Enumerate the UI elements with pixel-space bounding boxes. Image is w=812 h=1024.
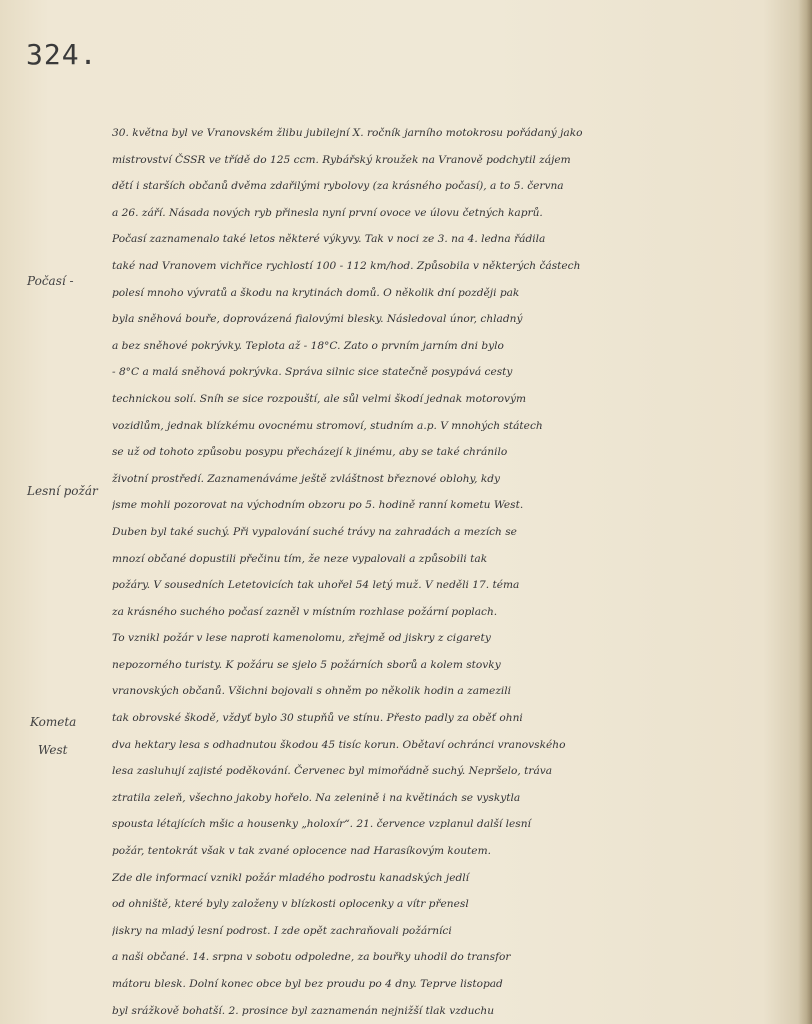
text-line: Zde dle informací vznikl požár mladého podrostu kanadských jedlí (112, 871, 470, 884)
handwritten-text-body (112, 120, 802, 1024)
text-line: dva hektary lesa s odhadnutou škodou 45 tisíc korun. Obětaví ochránci vranovského (112, 738, 566, 751)
text-line: od ohniště, které byly založeny v blízkosti oplocenky a vítr přenesl (112, 898, 469, 911)
margin-note-comet: Kometa (30, 715, 77, 729)
text-line: polesí mnoho vývratů a škodu na krytinách domů. O několik dní později pak (112, 286, 520, 299)
text-line: jsme mohli pozorovat na východním obzoru po 5. hodině ranní kometu West. (112, 499, 524, 512)
text-line: životní prostředí. Zaznamenáváme ještě zvláštnost březnové oblohy, kdy (112, 472, 501, 485)
text-line: jiskry na mladý lesní podrost. I zde opět zachraňovali požárníci (112, 924, 452, 937)
text-line: a naši občané. 14. srpna v sobotu odpoledne, za bouřky uhodil do transfor (112, 951, 511, 964)
text-line: vranovských občanů. Všichni bojovali s ohněm po několik hodin a zamezili (112, 685, 512, 698)
text-line: mátoru blesk. Dolní konec obce byl bez proudu po 4 dny. Teprve listopad (112, 978, 503, 990)
text-line: za krásného suchého počasí zazněl v místním rozhlase požární poplach. (112, 605, 498, 618)
text-line: požáry. V sousedních Letetovicích tak uhořel 54 letý muž. V neděli 17. téma (112, 579, 520, 592)
margin-note-forest-fire: Lesní požár (27, 484, 98, 498)
text-line: ztratila zeleň, všechno jakoby hořelo. Na zelenině i na květinách se vyskytla (112, 791, 521, 804)
margin-note-weather: Počasí - (27, 274, 74, 288)
text-line: byl srážkově bohatší. 2. prosince byl zaznamenán nejnižší tlak vzduchu (112, 1004, 495, 1017)
text-line: Duben byl také suchý. Při vypalování suché trávy na zahradách a mezích se (112, 525, 517, 538)
text-line: lesa zasluhují zajisté poděkování. Červenec byl mimořádně suchý. Nepršelo, tráva (112, 765, 553, 778)
text-line: byla sněhová bouře, doprovázená fialovými blesky. Následoval únor, chladný (112, 313, 523, 326)
text-line: To vznikl požár v lese naproti kamenolomu, zřejmě od jiskry z cigarety (112, 632, 491, 645)
text-line: tak obrovské škodě, vždyť bylo 30 stupňů ve stínu. Přesto padly za oběť ohni (112, 712, 523, 725)
text-line: a bez sněhové pokrývky. Teplota až - 18°C. Zato o prvním jarním dni bylo (112, 339, 504, 352)
text-line: mistrovství ČSSR ve třídě do 125 ccm. Rybářský kroužek na Vranově podchytil zájem (112, 153, 571, 166)
text-line: a 26. září. Násada nových ryb přinesla nyní první ovoce ve úlovu četných kaprů. (112, 206, 543, 219)
text-line: mnozí občané dopustili přečinu tím, že neze vypalovali a způsobili tak (112, 552, 488, 565)
text-line: Počasí zaznamenalo také letos některé výkyvy. Tak v noci ze 3. na 4. ledna řádila (112, 233, 546, 246)
text-line: 30. května byl ve Vranovském žlibu jubilejní X. ročník jarního motokrosu pořádaný jako (112, 127, 583, 139)
text-line: dětí i starších občanů dvěma zdařilými rybolovy (za krásného počasí), a to 5. června (112, 180, 564, 193)
text-line: technickou solí. Sníh se sice rozpouští, ale sůl velmi škodí jednak motorovým (112, 392, 527, 405)
text-line: požár, tentokrát však v tak zvané oplocence nad Harasíkovým koutem. (112, 845, 491, 858)
text-line: nepozorného turisty. K požáru se sjelo 5 požárních sborů a kolem stovky (112, 658, 501, 671)
page-number: 324. (26, 38, 98, 71)
text-line: spousta létajících mšic a housenky „holoxír“. 21. července vzplanul další lesní (112, 818, 531, 831)
text-line: se už od tohoto způsobu posypu přecházejí k jinému, aby se také chránilo (112, 446, 508, 459)
text-line: - 8°C a malá sněhová pokrývka. Správa silnic sice statečně posypává cesty (112, 366, 513, 379)
margin-note-west: West (38, 743, 68, 757)
text-line: také nad Vranovem vichřice rychlostí 100 - 112 km/hod. Způsobila v některých částech (112, 259, 581, 272)
text-line: vozidlům, jednak blízkému ovocnému stromoví, studním a.p. V mnohých státech (112, 419, 543, 432)
